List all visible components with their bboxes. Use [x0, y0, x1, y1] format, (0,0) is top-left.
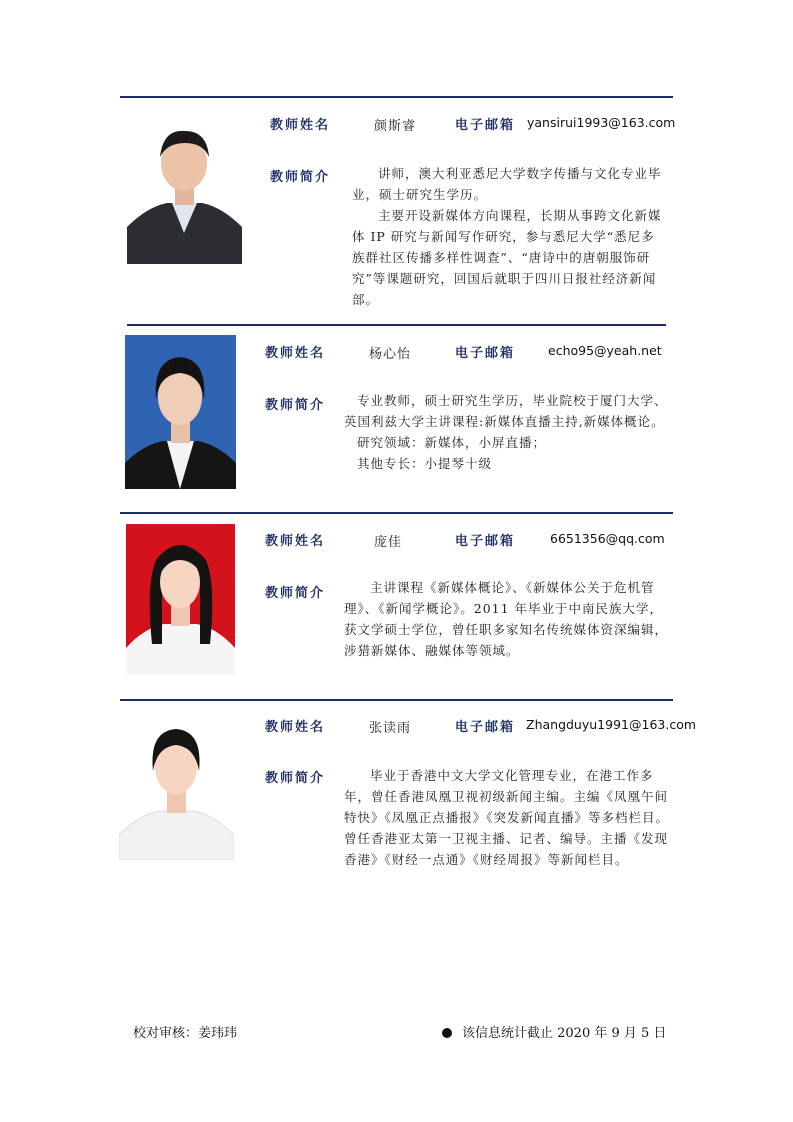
bio-label: 教师简介 — [265, 398, 326, 413]
teacher-email: Zhangduyu1991@163.com — [526, 717, 697, 732]
bio-paragraph: 专业教师，硕士研究生学历，毕业院校于厦门大学、英国利兹大学主讲课程:新媒体直播主持,新媒体概论。 — [344, 393, 668, 429]
teacher-name: 庞佳 — [374, 535, 403, 550]
teacher-email: echo95@yeah.net — [548, 343, 662, 358]
bio-label: 教师简介 — [270, 170, 331, 185]
name-label: 教师姓名 — [270, 118, 331, 133]
entry-divider — [120, 512, 673, 514]
teacher-photo — [119, 711, 234, 860]
entry-divider — [120, 699, 673, 701]
teacher-photo — [125, 335, 236, 489]
statistics-date-text: 该信息统计截止 2020 年 9 月 5 日 — [462, 1026, 667, 1041]
top-divider — [120, 96, 673, 98]
teacher-bio — [344, 765, 674, 870]
email-label: 电子邮箱 — [455, 534, 516, 549]
email-label: 电子邮箱 — [455, 118, 516, 133]
bio-label: 教师简介 — [265, 771, 326, 786]
teacher-photo — [127, 115, 242, 264]
bullet-icon — [442, 1028, 452, 1038]
bio-label: 教师简介 — [265, 586, 326, 601]
reviewer-note: 校对审核：姜玮玮 — [133, 1026, 238, 1041]
entry-divider — [127, 324, 666, 326]
teacher-photo — [126, 524, 235, 674]
email-label: 电子邮箱 — [455, 346, 516, 361]
teacher-bio — [352, 163, 668, 310]
bio-paragraph: 主要开设新媒体方向课程，长期从事跨文化新媒体 IP 研究与新闻写作研究，参与悉尼大学“悉尼多族群社区传播多样性调查”、“唐诗中的唐朝服饰研究”等课题研究，回国后就职于四川日报社经济新闻部。 — [352, 208, 662, 307]
teacher-email: yansirui1993@163.com — [527, 115, 676, 130]
teacher-name: 张读雨 — [369, 721, 412, 736]
teacher-name: 杨心怡 — [369, 347, 412, 362]
name-label: 教师姓名 — [265, 346, 326, 361]
bio-paragraph: 研究领域：新媒体，小屏直播； — [357, 435, 547, 450]
bio-paragraph: 毕业于香港中文大学文化管理专业，在港工作多年，曾任香港凤凰卫视初级新闻主编。主编《凤凰午间特快》《凤凰正点播报》《突发新闻直播》等多档栏目。曾任香港亚太第一卫视主播、记者、编导。主播《发现香港》《财经一点通》《财经周报》等新闻栏目。 — [344, 768, 670, 867]
teacher-email: 6651356@qq.com — [550, 531, 665, 546]
email-label: 电子邮箱 — [455, 720, 516, 735]
bio-paragraph: 其他专长：小提琴十级 — [357, 456, 493, 471]
name-label: 教师姓名 — [265, 720, 326, 735]
teacher-bio — [344, 390, 678, 474]
teacher-name: 颜斯睿 — [374, 119, 417, 134]
bio-paragraph: 主讲课程《新媒体概论》、《新媒体公关于危机管理》、《新闻学概论》。2011 年毕业于中南民族大学，获文学硕士学位，曾任职多家知名传统媒体资深编辑，涉猎新媒体、融媒体等领域。 — [344, 580, 669, 658]
statistics-date-note — [442, 1022, 666, 1041]
name-label: 教师姓名 — [265, 534, 326, 549]
bio-paragraph: 讲师，澳大利亚悉尼大学数字传播与文化专业毕业，硕士研究生学历。 — [352, 166, 662, 202]
teacher-bio — [344, 577, 674, 661]
